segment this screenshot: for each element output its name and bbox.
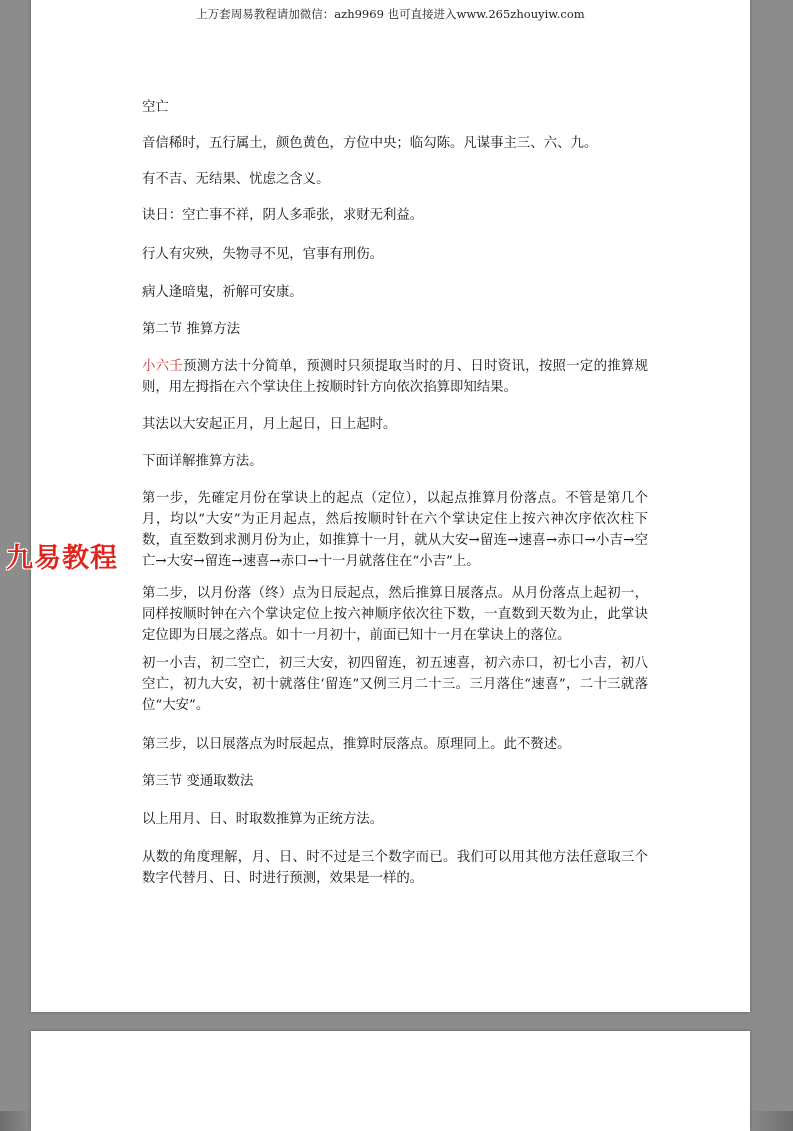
paragraph-6 — [142, 356, 648, 398]
paragraph-step-3: 第三步，以日展落点为时辰起点，推算时辰落点。原理同上。此不赘述。 — [142, 737, 571, 752]
paragraph-example: 初一小吉，初二空亡，初三大安，初四留连，初五速喜，初六赤口，初七小吉，初八空亡，初九大安，初十就落住‘留连”又例三月二十三。三月落住“速喜”，二十三就落位“大安”。 — [142, 656, 648, 713]
paragraph-4: 行人有灾殃，失物寻不见，官事有刑伤。 — [142, 247, 384, 262]
paragraph-3: 诀日：空亡事不祥，阴人多乖张，求财无利益。 — [142, 208, 424, 223]
highlight-term: 小六壬 — [142, 359, 184, 374]
paragraph-step-2: 第二步，以月份落（终）点为日辰起点，然后推算日展落点。从月份落点上起初一，同样按顺时钟在六个掌诀定位上按六神顺序依次往下数，一直数到天数为止，此掌诀定位即为日展之落点。如十一月初十，前面已知十一月在掌诀上的落位。 — [142, 586, 648, 643]
paragraph-8: 下面详解推算方法。 — [142, 454, 263, 469]
document-page-1 — [31, 0, 750, 1012]
paragraph-5: 病人逢暗鬼，祈解可安康。 — [142, 285, 303, 300]
paragraph-10: 从数的角度理解，月、日、时不过是三个数字而已。我们可以用其他方法任意取三个数字代替月、日、时进行预测，效果是一样的。 — [142, 850, 648, 886]
paragraph-1: 音信稀时，五行属土，颜色黄色，方位中央；临勾陈。凡谋事主三、六、九。 — [142, 136, 598, 151]
document-page-2 — [31, 1031, 750, 1131]
page-header: 上万套周易教程请加微信：azh9969 也可直接进入www.265zhouyiw.com — [196, 7, 585, 21]
paragraph-6-text: 预测方法十分简单，预测时只须提取当时的月、日时资讯，按照一定的推算规则，用左拇指在六个掌诀住上按顺时针方向依次掐算即知结果。 — [142, 359, 649, 395]
paragraph-7: 其法以大安起正月，月上起日，日上起时。 — [142, 417, 397, 432]
heading-kongwang: 空亡 — [142, 100, 169, 115]
watermark-logo: 九易教程 — [6, 543, 118, 574]
paragraph-9: 以上用月、日、时取数推算为正统方法。 — [142, 812, 384, 827]
paragraph-2: 有不吉、无结果、忧虑之含义。 — [142, 172, 330, 187]
paragraph-step-1: 第一步，先確定月份在掌诀上的起点（定位），以起点推算月份落点。不管是第几个月，均以“大安”为正月起点，然后按顺时针在六个掌诀定住上按六神次序依次柱下数，直至数到求测月份为止，如推算十一月，就从大安→留连→速喜→赤口→小吉→空亡→大安→留连→速喜→赤口→十一月就落住在“小吉”上。 — [142, 491, 648, 569]
section-2-title: 第二节 推算方法 — [142, 322, 240, 337]
section-3-title: 第三节 变通取数法 — [142, 774, 254, 789]
